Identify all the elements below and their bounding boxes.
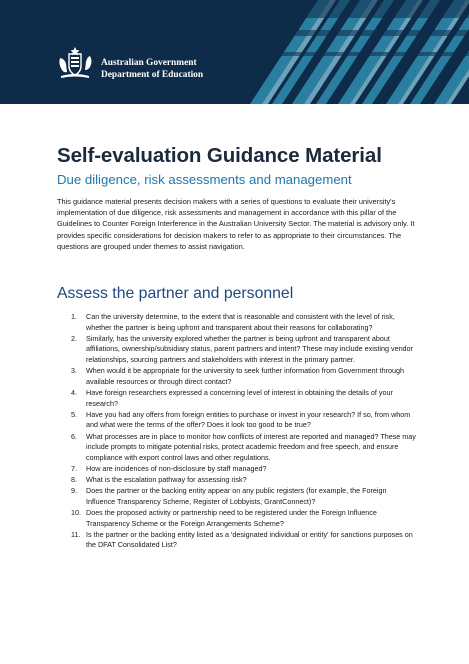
- question-text: How are incidences of non-disclosure by staff managed?: [86, 463, 267, 473]
- header-banner: [0, 0, 469, 104]
- question-item: [57, 388, 417, 409]
- organisation-name: [101, 57, 203, 81]
- question-number: 3.: [71, 366, 77, 376]
- question-item: [57, 432, 417, 464]
- question-text: Have you had any offers from foreign entities to purchase or invest in your research? If so, from whom and what were the terms of the offer? Does it look too good to be true?: [86, 409, 411, 430]
- question-text: When would it be appropriate for the university to seek further information from Government through available resources or through direct contact?: [86, 366, 405, 386]
- question-text: Can the university determine, to the extent that is reasonable and consistent with the level of risk, whether the partner is being upfront and transparent about their reasons for collaborating?: [86, 312, 395, 332]
- question-item: [57, 410, 417, 431]
- question-text: What is the escalation pathway for assessing risk?: [86, 475, 247, 485]
- question-text: Similarly, has the university explored whether the partner is being upfront and transparent about affiliations, ownership/subsidiary status, parent partners and intent? These may include existing vendor relationships, sourcing partners and stakeholders with interest in the primary partner.: [86, 333, 413, 364]
- question-number: 2.: [71, 333, 77, 343]
- page-title: Self-evaluation Guidance Material: [57, 144, 382, 167]
- question-number: 11.: [71, 529, 81, 539]
- question-number: 4.: [71, 387, 77, 397]
- question-number: 10.: [71, 508, 81, 518]
- intro-paragraph: This guidance material presents decision makers with a series of questions to evaluate their university's implementation of due diligence, risk assessments and management in accordance with this pillar of the Guidelines to Counter Foreign Interference in the Australian University Sector. The material is advisory only. It provides specific considerations for decision makers to refer to as appropriate to their circumstances. The questions are grouped under themes to assist navigation.: [57, 197, 415, 251]
- coat-of-arms-icon: [56, 46, 94, 80]
- question-text: Have foreign researchers expressed a concerning level of interest in obtaining the details of your research?: [86, 387, 393, 408]
- question-number: 9.: [71, 486, 77, 496]
- org-line-government: Australian Government: [101, 58, 197, 68]
- question-item: [57, 475, 417, 486]
- question-number: 5.: [71, 409, 77, 419]
- org-line-department: Department of Education: [101, 70, 204, 80]
- section-heading: Assess the partner and personnel: [57, 285, 294, 302]
- question-item: [57, 486, 417, 507]
- question-item: [57, 508, 417, 529]
- question-text: Does the proposed activity or partnership need to be registered under the Foreign Influence Transparency Scheme or the Foreign Arrangements Scheme?: [86, 508, 377, 528]
- question-item: [57, 312, 417, 333]
- question-text: Is the partner or the backing entity listed as a 'designated individual or entity' for sanctions purposes on the DFAT Consolidated List?: [86, 529, 413, 550]
- question-item: [57, 530, 417, 551]
- question-item: [57, 366, 417, 387]
- question-item: [57, 334, 417, 366]
- question-list: [57, 312, 417, 552]
- question-number: 8.: [71, 475, 77, 485]
- question-number: 6.: [71, 431, 77, 441]
- question-text: What processes are in place to monitor how conflicts of interest are reported and managed? These may include prompts to mitigate potential risks, protect academic freedom and free speech, and ensure compliance with export control laws and other regulations.: [86, 431, 416, 462]
- question-text: Does the partner or the backing entity appear on any public registers (for example, the Foreign Influence Transparency Scheme, Register of Lobbyists, GrantConnect)?: [86, 486, 387, 506]
- page-subtitle: Due diligence, risk assessments and management: [57, 172, 352, 187]
- question-item: [57, 464, 417, 475]
- question-number: 7.: [71, 463, 77, 473]
- question-number: 1.: [71, 312, 77, 321]
